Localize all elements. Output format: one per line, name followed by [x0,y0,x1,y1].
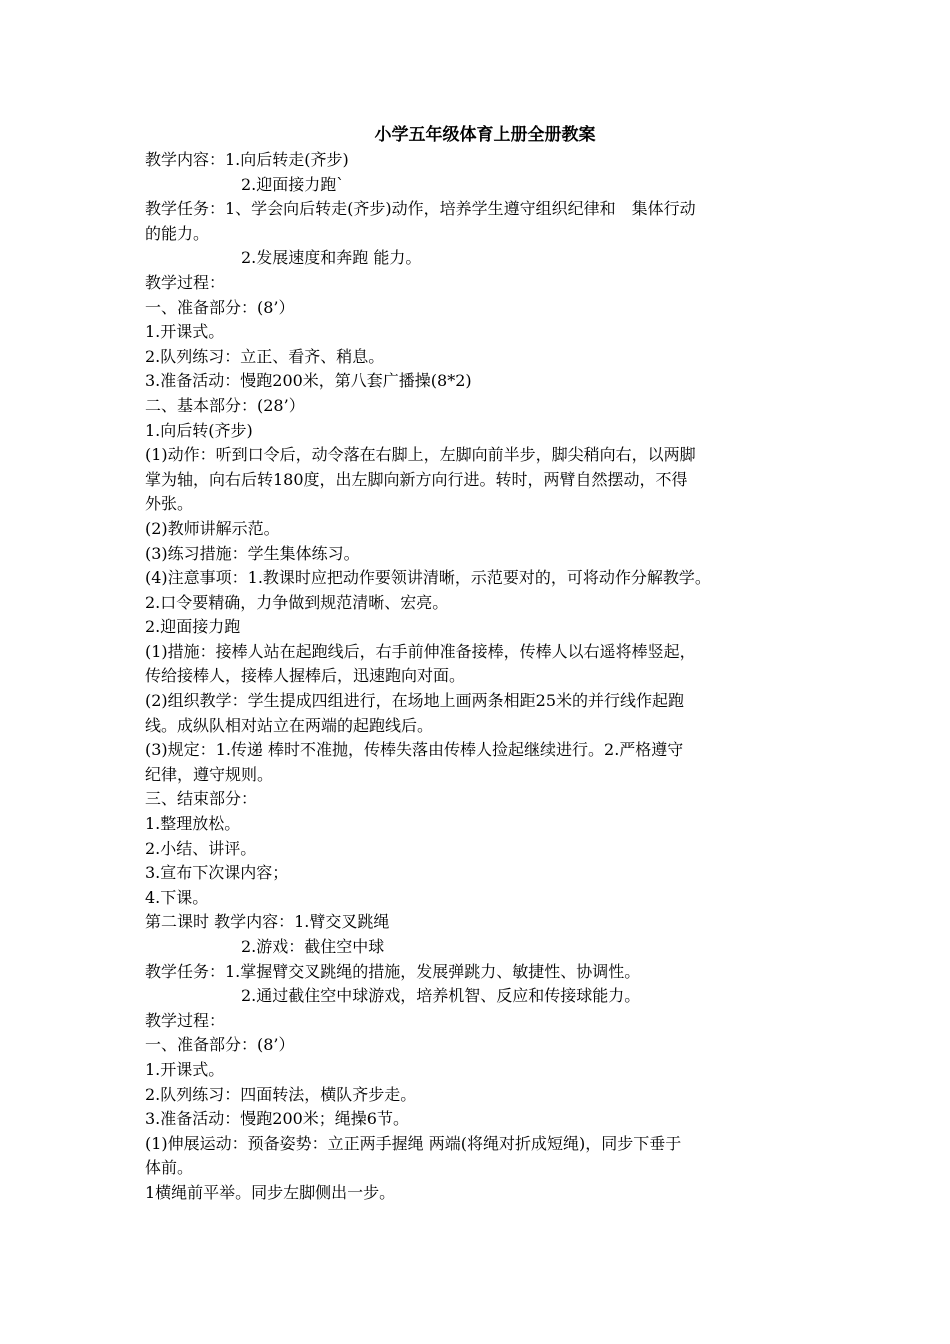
text-line: (2)教师讲解示范。 [145,518,280,538]
document-page [145,122,825,1206]
text-line: 3.准备活动：慢跑200米，第八套广播操(8*2) [145,371,472,391]
text-line: (1)措施：接棒人站在起跑线后，右手前伸准备接棒，传棒人以右遥将棒竖起， [145,641,696,661]
text-line: 1.向后转(齐步) [145,420,253,440]
text-line: 2.发展速度和奔跑 能力。 [241,248,422,268]
text-line: 1横绳前平举。同步左脚侧出一步。 [145,1182,396,1202]
text-line: 教学过程： [145,1010,226,1030]
text-line: (2)组织教学：学生提成四组进行，在场地上画两条相距25米的并行线作起跑 [145,691,685,711]
document-title: 小学五年级体育上册全册教案 [374,125,596,145]
text-line: 3.准备活动：慢跑200米；绳操6节。 [145,1109,409,1129]
text-line: 第二课时 教学内容：1.臂交叉跳绳 [145,912,390,932]
text-line: 3.宣布下次课内容； [145,863,289,883]
text-line: 一、准备部分：(8’） [145,1035,295,1055]
text-line: 的能力。 [145,223,210,243]
text-line: 教学任务：1.掌握臂交叉跳绳的措施，发展弹跳力、敏捷性、协调性。 [145,961,641,981]
text-line: 外张。 [145,494,194,514]
text-line: 三、结束部分： [145,789,258,809]
text-line: 一、准备部分：(8’） [145,297,295,317]
text-line: 二、基本部分：(28’） [145,395,305,415]
text-line: 2.队列练习：立正、看齐、稍息。 [145,346,385,366]
text-line: 掌为轴，向右后转180度，出左脚向新方向行进。转时，两臂自然摆动，不得 [145,469,688,489]
text-line: 2.游戏：截住空中球 [241,937,385,956]
text-line: 2.口令要精确，力争做到规范清晰、宏亮。 [145,592,449,612]
text-line: 2.通过截住空中球游戏，培养机智、反应和传接球能力。 [241,986,641,1006]
text-line: (3)规定：1.传递 棒时不准抛，传棒失落由传棒人捡起继续进行。2.严格遵守 [145,740,684,760]
text-line: 教学过程： [145,272,226,292]
text-line: 2.迎面接力跑` [241,174,345,194]
text-line: 传给接棒人，接棒人握棒后，迅速跑向对面。 [145,666,466,686]
text-line: 体前。 [145,1158,194,1178]
text-line: (4)注意事项：1.教课时应把动作要领讲清晰，示范要对的，可将动作分解教学。 [145,568,711,588]
text-line: 2.迎面接力跑 [145,617,241,637]
text-line: 教学任务：1、学会向后转走(齐步)动作，培养学生遵守组织纪律和 集体行动 [145,199,696,219]
text-line: 2.小结、讲评。 [145,838,257,858]
text-line: 2.队列练习：四面转法，横队齐步走。 [145,1084,417,1104]
text-line: 1.整理放松。 [145,814,241,834]
text-line: 1.开课式。 [145,322,225,342]
document-body [145,148,825,1206]
text-line: 4.下课。 [145,887,209,907]
text-line: 教学内容：1.向后转走(齐步) [145,150,349,169]
text-line: (3)练习措施：学生集体练习。 [145,543,360,563]
text-line: (1)伸展运动：预备姿势：立正两手握绳 两端(将绳对折成短绳)，同步下垂于 [145,1133,682,1153]
text-line: 线。成纵队相对站立在两端的起跑线后。 [145,715,434,735]
text-line: 纪律，遵守规则。 [145,764,274,784]
text-line: 1.开课式。 [145,1059,225,1079]
text-line: (1)动作：听到口令后，动令落在右脚上，左脚向前半步，脚尖稍向右，以两脚 [145,445,696,465]
